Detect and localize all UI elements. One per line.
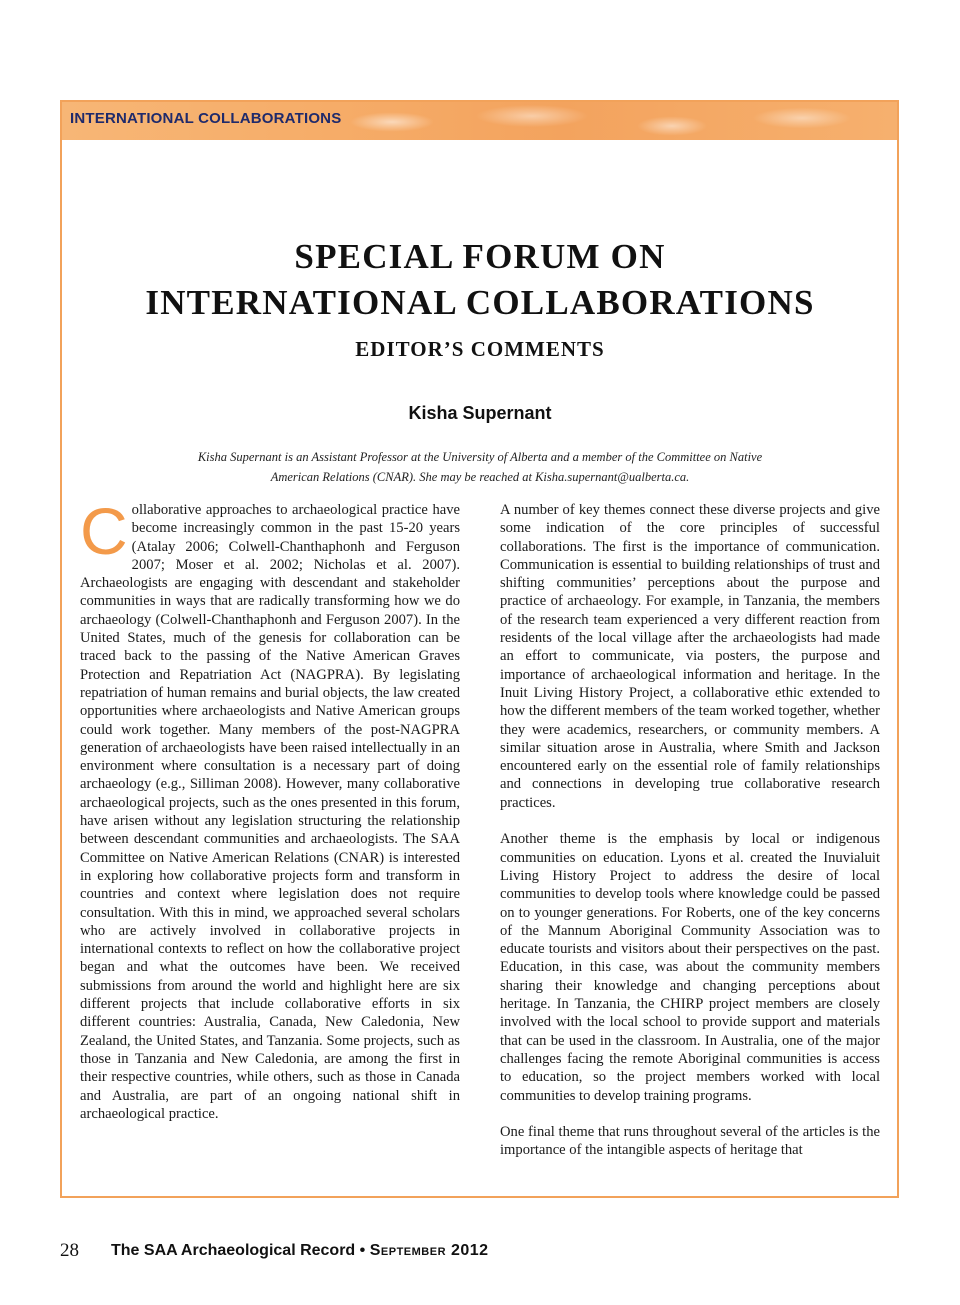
body-paragraph: Another theme is the emphasis by local or indigenous communities on education. Lyons et al. created the Inuvialuit Living History Project to address the desire of local communities to develop tools where knowledge could be passed on to younger generations. For Roberts, one of the key concerns of the Mannum Aboriginal Community Association was to educate tourists and visitors about their perspectives on the past. Education, in this case, was about the community members sharing their knowledge and changing perceptions about heritage. In Tanzania, the CHIRP project members are closely involved with the local school to provide support and materials that can be used in the classroom. In Australia, one of the major challenges facing the remote Aboriginal communities is access to education, so the project members worked with local communities to develop training programs. [500, 831, 880, 1104]
title-line-2: INTERNATIONAL COLLABORATIONS [145, 283, 815, 322]
author-name: Kisha Supernant [408, 403, 552, 423]
section-header-band [62, 102, 897, 140]
intro-paragraph [80, 494, 460, 1123]
intro-paragraph-text: ollaborative approaches to archaeological practice have become increasingly common in the past 15-20 years (Atalay 2006; Colwell-Chanthaphonh and Ferguson 2007; Moser et al. 2002; Nicholas et al. 2007). Archaeologists are engaging with descendant and stakeholder communities in ways that are radically transforming how we do archaeology (Colwell-Chanthaphonh and Ferguson 2007). In the United States, much of the genesis for collaboration can be traced back to the passing of the Native American Graves Protection and Repatriation Act (NAGPRA). By legislating repatriation of human remains and burial objects, the law created opportunities where archaeologists and Native American groups could work together. Many members of the post-NAGPRA generation of archaeologists have been raised intellectually in an environment where consultation is a necessary part of doing archaeology (e.g., Silliman 2008). However, many collaborative archaeological projects, such as the ones presented in this forum, have arisen without any legislation structuring the relationship between descendant communities and archaeologists. The SAA Committee on Native American Relations (CNAR) is interested in exploring how collaborative projects form and transform in countries and context where legislation does not require consultation. With this in mind, we approached several scholars who are actively involved in collaborative projects in international contexts to reflect on how the collaborative project began and what the outcomes have been. We received submissions from around the world and highlight here are six different projects that include collaborative efforts in six different countries: Australia, Canada, New Caledonia, New Zealand, the United States, and Tanzania. Some projects, such as those in Tanzania and New Caledonia, are among the first in their respective countries, while others, such as those in Canada and Australia, are part of an ongoing national shift in archaeological practice. [80, 502, 460, 1122]
title-line-1: SPECIAL FORUM ON [294, 237, 666, 276]
body-paragraph: One final theme that runs throughout several of the articles is the importance of the intangible aspects of heritage that [500, 1124, 880, 1159]
issue-date: September 2012 [369, 1242, 489, 1259]
article-subtitle: EDITOR’S COMMENTS [355, 337, 605, 361]
body-paragraph: A number of key themes connect these diverse projects and give some indication of the core principles of successful collaborations. The first is the importance of communication. Communication is essential to building relationships of trust and shifting communities’ perceptions about the purpose and practice of archaeology. For example, in Tanzania, the members of the research team experienced a very different reaction from residents of the local village after the archaeologists had made an effort to communicate, via posters, the purpose and importance of archaeological information and heritage. In the Inuit Living History Project, a collaborative ethic extended to how the different members of the team worked together, whether they were academics, researchers, or community members. A similar situation arose in Australia, where Smith and Jackson encountered early on the essential role of family relationships and connections in developing true collaborative research practices. [500, 502, 880, 811]
drop-cap: C [80, 494, 128, 568]
publication-line [111, 1242, 489, 1260]
page-number: 28 [60, 1240, 79, 1261]
publication-name: The SAA Archaeological Record [111, 1242, 356, 1259]
left-column [80, 494, 460, 1141]
right-column [500, 501, 880, 1178]
author-bio: Kisha Supernant is an Assistant Professor at the University of Alberta and a member of the Committee on Native American Relations (CNAR). She may be reached at Kisha.supernant@ualberta.ca. [197, 450, 763, 484]
article-title [0, 234, 960, 326]
section-label: INTERNATIONAL COLLABORATIONS [70, 110, 342, 127]
footer-separator: • [359, 1242, 366, 1259]
